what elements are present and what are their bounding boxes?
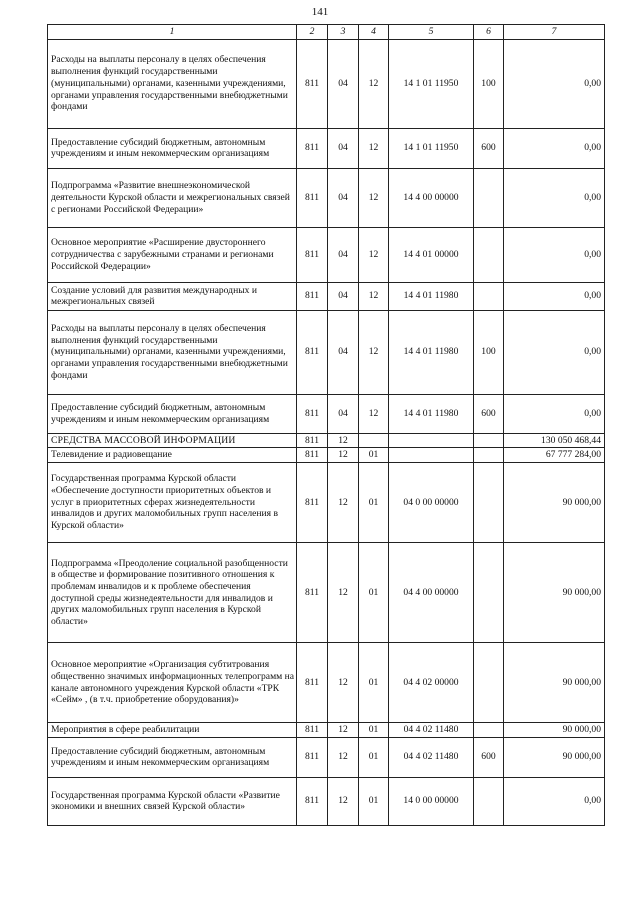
row-c6 — [474, 543, 504, 643]
row-amount: 90 000,00 — [504, 543, 605, 643]
header-col-4: 4 — [359, 25, 389, 40]
row-c6 — [474, 168, 504, 227]
row-c3: 04 — [328, 128, 359, 168]
row-c2: 811 — [297, 227, 328, 282]
row-c6 — [474, 777, 504, 825]
table-row — [48, 394, 605, 433]
table-row — [48, 227, 605, 282]
row-c3: 12 — [328, 777, 359, 825]
row-amount: 0,00 — [504, 394, 605, 433]
row-amount: 90 000,00 — [504, 463, 605, 543]
header-row — [48, 25, 605, 40]
row-name: Создание условий для развития международных и межрегиональных связей — [48, 282, 297, 310]
table-row — [48, 310, 605, 394]
row-c4: 12 — [359, 310, 389, 394]
row-c4: 12 — [359, 39, 389, 128]
row-amount: 0,00 — [504, 227, 605, 282]
row-c6 — [474, 448, 504, 463]
row-c6: 100 — [474, 310, 504, 394]
row-c2: 811 — [297, 39, 328, 128]
row-name: Основное мероприятие «Организация субтитрования общественно значимых информационных телепрограмм на канале автономного учреждения Курской области «ТРК «Сейм» , (в т.ч. приобретение оборудования)» — [48, 643, 297, 723]
row-c4: 01 — [359, 723, 389, 738]
row-c6 — [474, 282, 504, 310]
row-c3: 04 — [328, 394, 359, 433]
row-c4: 12 — [359, 128, 389, 168]
row-c5: 04 4 02 11480 — [389, 723, 474, 738]
row-c5: 04 0 00 00000 — [389, 463, 474, 543]
row-c2: 811 — [297, 448, 328, 463]
row-c2: 811 — [297, 394, 328, 433]
row-c5: 14 1 01 11950 — [389, 39, 474, 128]
row-c2: 811 — [297, 282, 328, 310]
row-c2: 811 — [297, 543, 328, 643]
row-c6 — [474, 227, 504, 282]
header-col-6: 6 — [474, 25, 504, 40]
table-row — [48, 463, 605, 543]
row-amount: 130 050 468,44 — [504, 433, 605, 448]
row-c2: 811 — [297, 463, 328, 543]
row-amount: 0,00 — [504, 777, 605, 825]
row-name: Расходы на выплаты персоналу в целях обеспечения выполнения функций государственными (муниципальными) органами, казенными учреждениями, органами управления государственными внебюджетными фондами — [48, 39, 297, 128]
row-c2: 811 — [297, 433, 328, 448]
row-name: Предоставление субсидий бюджетным, автономным учреждениям и иным некоммерческим организациям — [48, 394, 297, 433]
row-c6: 600 — [474, 394, 504, 433]
row-name: Подпрограмма «Преодоление социальной разобщенности в обществе и формирование позитивного отношения к проблемам инвалидов и к проблеме обеспечения доступной среды жизнедеятельности для инвалидов и других маломобильных групп населения в Курской области» — [48, 543, 297, 643]
page-number: 141 — [311, 6, 329, 18]
row-c4: 01 — [359, 737, 389, 777]
row-c4: 01 — [359, 777, 389, 825]
row-amount: 0,00 — [504, 310, 605, 394]
row-c6 — [474, 643, 504, 723]
row-c6: 100 — [474, 39, 504, 128]
row-c2: 811 — [297, 168, 328, 227]
row-c3: 12 — [328, 463, 359, 543]
table-row — [48, 723, 605, 738]
row-amount: 0,00 — [504, 128, 605, 168]
table-row — [48, 433, 605, 448]
table-row — [48, 282, 605, 310]
row-c6 — [474, 723, 504, 738]
header-col-7: 7 — [504, 25, 605, 40]
row-c2: 811 — [297, 723, 328, 738]
row-amount: 67 777 284,00 — [504, 448, 605, 463]
row-amount: 0,00 — [504, 39, 605, 128]
row-c4: 12 — [359, 394, 389, 433]
row-c2: 811 — [297, 128, 328, 168]
row-amount: 0,00 — [504, 282, 605, 310]
header-col-1: 1 — [48, 25, 297, 40]
table-row — [48, 39, 605, 128]
row-c4: 12 — [359, 282, 389, 310]
row-name: Телевидение и радиовещание — [48, 448, 297, 463]
table-row — [48, 643, 605, 723]
row-c5: 04 4 02 00000 — [389, 643, 474, 723]
row-c5: 14 4 01 11980 — [389, 394, 474, 433]
row-c3: 04 — [328, 227, 359, 282]
row-c4: 12 — [359, 227, 389, 282]
row-name: Расходы на выплаты персоналу в целях обеспечения выполнения функций государственными (муниципальными) органами, казенными учреждениями, органами управления государственными внебюджетными фондами — [48, 310, 297, 394]
row-c4: 12 — [359, 168, 389, 227]
row-c5 — [389, 433, 474, 448]
row-c5: 14 1 01 11950 — [389, 128, 474, 168]
row-c5: 04 4 02 11480 — [389, 737, 474, 777]
budget-table — [47, 24, 605, 826]
row-c3: 12 — [328, 737, 359, 777]
row-c3: 12 — [328, 448, 359, 463]
row-amount: 90 000,00 — [504, 643, 605, 723]
row-c6: 600 — [474, 128, 504, 168]
table-row — [48, 737, 605, 777]
header-col-3: 3 — [328, 25, 359, 40]
row-name: Подпрограмма «Развитие внешнеэкономической деятельности Курской области и межрегиональных связей с регионами Российской Федерации» — [48, 168, 297, 227]
row-c4: 01 — [359, 448, 389, 463]
header-col-2: 2 — [297, 25, 328, 40]
row-c3: 12 — [328, 543, 359, 643]
row-c3: 12 — [328, 643, 359, 723]
row-c5: 04 4 00 00000 — [389, 543, 474, 643]
row-name: Основное мероприятие «Расширение двустороннего сотрудничества с зарубежными странами и регионами Российской Федерации» — [48, 227, 297, 282]
row-c5 — [389, 448, 474, 463]
table-row — [48, 128, 605, 168]
table-row — [48, 168, 605, 227]
row-name: Мероприятия в сфере реабилитации — [48, 723, 297, 738]
row-name: СРЕДСТВА МАССОВОЙ ИНФОРМАЦИИ — [48, 433, 297, 448]
row-amount: 90 000,00 — [504, 723, 605, 738]
table-row — [48, 777, 605, 825]
row-c5: 14 4 00 00000 — [389, 168, 474, 227]
row-name: Предоставление субсидий бюджетным, автономным учреждениям и иным некоммерческим организациям — [48, 737, 297, 777]
row-c2: 811 — [297, 737, 328, 777]
row-c5: 14 4 01 11980 — [389, 310, 474, 394]
row-c3: 04 — [328, 39, 359, 128]
row-c2: 811 — [297, 777, 328, 825]
row-c5: 14 0 00 00000 — [389, 777, 474, 825]
row-c6 — [474, 463, 504, 543]
row-c2: 811 — [297, 310, 328, 394]
row-c2: 811 — [297, 643, 328, 723]
row-c3: 12 — [328, 433, 359, 448]
row-amount: 90 000,00 — [504, 737, 605, 777]
table-row — [48, 448, 605, 463]
row-c3: 04 — [328, 310, 359, 394]
row-c3: 12 — [328, 723, 359, 738]
row-c4: 01 — [359, 543, 389, 643]
header-col-5: 5 — [389, 25, 474, 40]
row-c5: 14 4 01 11980 — [389, 282, 474, 310]
row-c4 — [359, 433, 389, 448]
row-name: Государственная программа Курской области «Обеспечение доступности приоритетных объектов и услуг в приоритетных сферах жизнедеятельности инвалидов и других маломобильных групп населения в Курской области» — [48, 463, 297, 543]
row-amount: 0,00 — [504, 168, 605, 227]
row-c6 — [474, 433, 504, 448]
row-name: Государственная программа Курской области «Развитие экономики и внешних связей Курской области» — [48, 777, 297, 825]
row-c3: 04 — [328, 168, 359, 227]
table-row — [48, 543, 605, 643]
row-c4: 01 — [359, 463, 389, 543]
row-c4: 01 — [359, 643, 389, 723]
row-c5: 14 4 01 00000 — [389, 227, 474, 282]
row-c3: 04 — [328, 282, 359, 310]
row-name: Предоставление субсидий бюджетным, автономным учреждениям и иным некоммерческим организациям — [48, 128, 297, 168]
row-c6: 600 — [474, 737, 504, 777]
